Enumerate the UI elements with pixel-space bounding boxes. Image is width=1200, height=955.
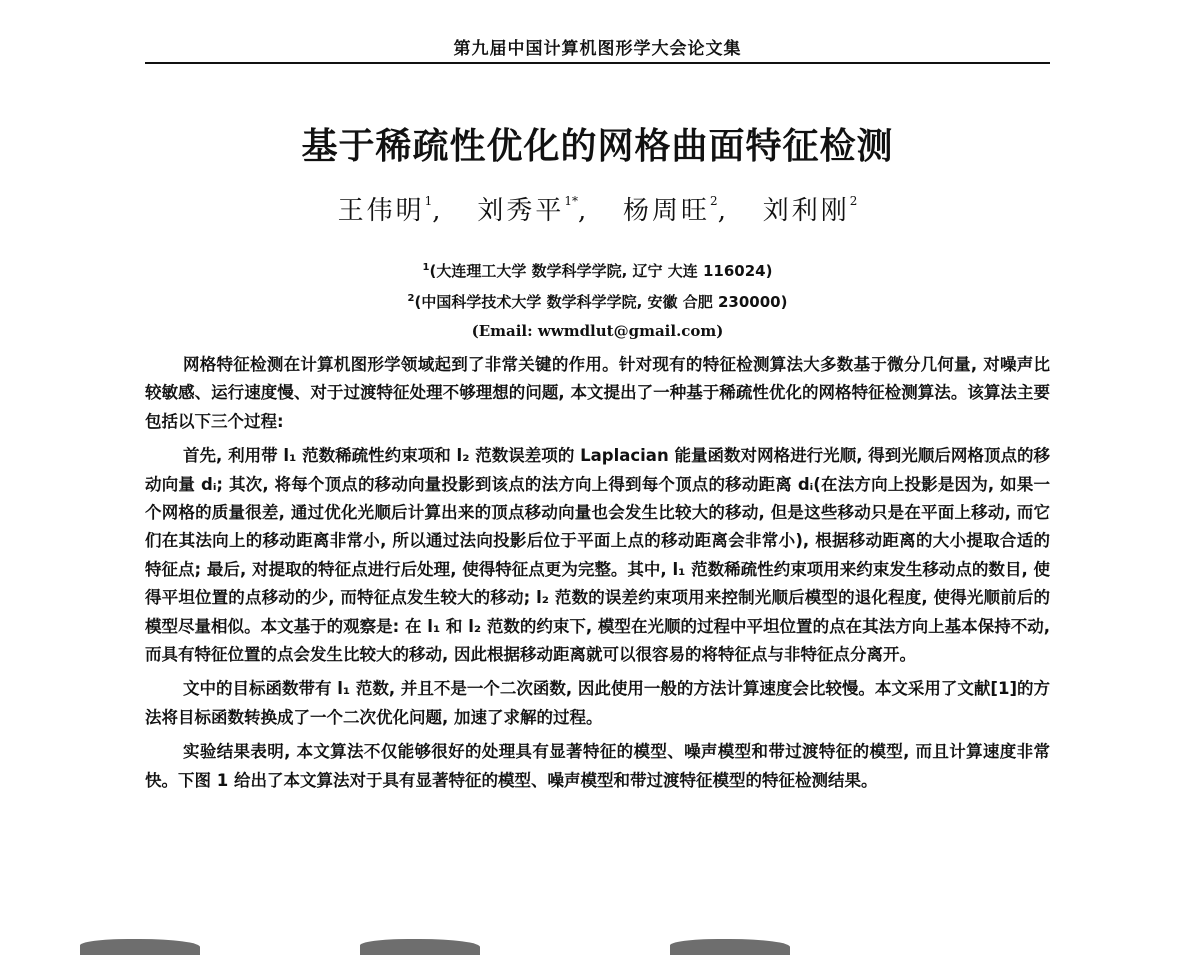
affiliation — [145, 260, 1050, 281]
affiliation-text: (中国科学技术大学 数学科学学院, 安徽 合肥 230000) — [414, 293, 788, 311]
figure-model-image — [360, 939, 480, 955]
author-affil-mark: 1* — [564, 194, 578, 208]
author-list: 王伟明$^1$, 刘秀平$^{1*}$, 杨周旺$^2$, 刘利刚$^2$ — [337, 194, 858, 226]
author-name: 杨周旺 — [623, 196, 711, 226]
author-name: 王伟明 — [337, 196, 425, 226]
paragraph: 文中的目标函数带有 l₁ 范数, 并且不是一个二次函数, 因此使用一般的方法计算速度会比较慢。本文采用了文献[1]的方法将目标函数转换成了一个二次优化问题, 加速了求解的过程。 — [145, 679, 1050, 727]
running-header: 第九届中国计算机图形学大会论文集 — [453, 39, 742, 59]
paragraph: 网格特征检测在计算机图形学领域起到了非常关键的作用。针对现有的特征检测算法大多数基于微分几何量, 对噪声比较敏感、运行速度慢、对于过渡特征处理不够理想的问题, 本文提出了一种基于稀疏性优化的网格特征检测算法。该算法主要包括以下三个过程: — [145, 355, 1050, 431]
affiliation-mark: 2 — [407, 293, 415, 304]
affiliation-text: (大连理工大学 数学科学学院, 辽宁 大连 116024) — [429, 262, 773, 280]
paper-title: 基于稀疏性优化的网格曲面特征检测 — [301, 126, 894, 167]
figure-model-image — [80, 939, 200, 955]
paragraph: 实验结果表明, 本文算法不仅能够很好的处理具有显著特征的模型、噪声模型和带过渡特征的模型, 而且计算速度非常快。下图 1 给出了本文算法对于具有显著特征的模型、噪声模型和带过渡特征模型的特征检测结果。 — [145, 742, 1050, 790]
header-rule — [145, 62, 1050, 64]
author-name: 刘利刚 — [762, 196, 850, 226]
affiliation-mark: 1 — [422, 262, 430, 273]
author-affil-mark: 2 — [849, 194, 858, 208]
author-name: 刘秀平 — [477, 196, 565, 226]
abstract-body — [145, 351, 1050, 801]
contact-email: (Email: wwmdlut@gmail.com) — [471, 322, 724, 340]
figure-preview — [80, 935, 920, 955]
paragraph: 首先, 利用带 l₁ 范数稀疏性约束项和 l₂ 范数误差项的 Laplacian 能量函数对网格进行光顺, 得到光顺后网格顶点的移动向量 dᵢ; 其次, 将每个顶点的移动向量投影到该点的法方向上得到每个顶点的移动距离 dᵢ(在法方向上投影是因为, 如果一个网格的质量很差, 通过优化光顺后计算出来的顶点移动向量也会发生比较大的移动, 但是这些移动只是在平面上移动, 而它们在其法向上的移动距离非常小, 所以通过法向投影后位于平面上点的移动距离会非常小), 根据移动距离的大小提取合适的特征点; 最后, 对提取的特征点进行后处理, 使得特征点更为完整。其中, l₁ 范数稀疏性约束项用来约束发生移动点的数目, 使得平坦位置的点移动的少, 而特征点发生较大的移动; l₂ 范数的误差约束项用来控制光顺后模型的退化程度, 使得光顺前后的模型尽量相似。本文基于的观察是: 在 l₁ 和 l₂ 范数的约束下, 模型在光顺的过程中平坦位置的点在其法方向上基本保持不动, 而具有特征位置的点会发生比较大的移动, 因此根据移动距离就可以很容易的将特征点与非特征点分离开。 — [145, 446, 1050, 665]
figure-model-image — [670, 939, 790, 955]
author-affil-mark: 1 — [424, 194, 433, 208]
affiliation — [145, 291, 1050, 312]
author-affil-mark: 2 — [710, 194, 718, 208]
